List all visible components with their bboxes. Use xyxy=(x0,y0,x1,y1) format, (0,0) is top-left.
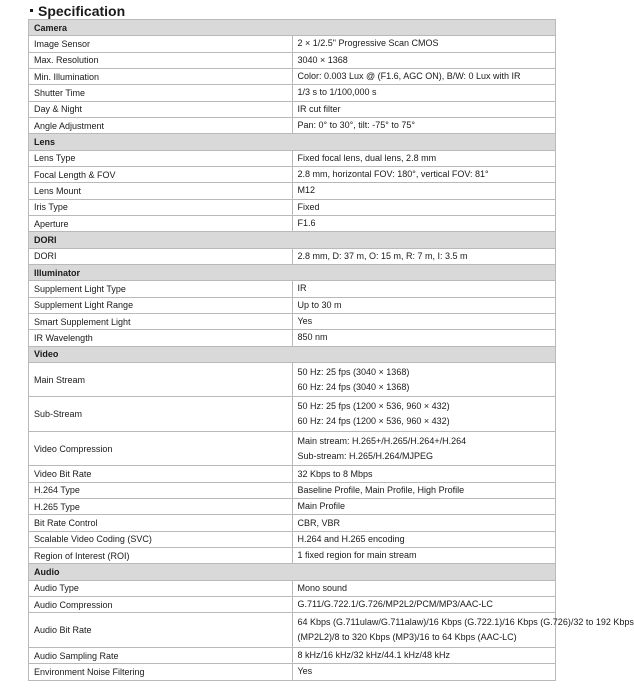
section-title: Lens xyxy=(29,134,556,150)
spec-value-line: Color: 0.003 Lux @ (F1.6, AGC ON), B/W: 0 Lux with IR xyxy=(297,71,521,82)
spec-label: Aperture xyxy=(29,215,293,231)
spec-label: Focal Length & FOV xyxy=(29,166,293,182)
spec-row-h-264-type xyxy=(29,482,556,498)
spec-row-ir-wavelength xyxy=(29,330,556,346)
spec-row-sub-stream xyxy=(29,397,556,432)
spec-label: Max. Resolution xyxy=(29,52,293,68)
spec-row-scalable-video-coding-svc xyxy=(29,531,556,547)
spec-value xyxy=(292,313,556,329)
spec-label: Supplement Light Range xyxy=(29,297,293,313)
spec-row-audio-type xyxy=(29,580,556,596)
section-title: DORI xyxy=(29,232,556,248)
spec-value-line: (MP2L2)/8 to 320 Kbps (MP3)/16 to 64 Kbps (AAC-LC) xyxy=(297,632,517,643)
section-header-lens xyxy=(29,134,556,150)
specification-table-body xyxy=(29,20,634,681)
spec-value xyxy=(292,199,556,215)
spec-row-dori xyxy=(29,248,556,264)
spec-label: Audio Sampling Rate xyxy=(29,647,293,663)
section-header-illuminator xyxy=(29,264,556,280)
spec-label: Shutter Time xyxy=(29,85,293,101)
spec-value xyxy=(292,52,556,68)
spec-value xyxy=(292,397,556,432)
spec-value xyxy=(292,431,556,466)
spec-label: Region of Interest (ROI) xyxy=(29,548,293,564)
spec-value-line: 60 Hz: 24 fps (1200 × 536, 960 × 432) xyxy=(297,416,450,427)
spec-label: Iris Type xyxy=(29,199,293,215)
spec-label: Environment Noise Filtering xyxy=(29,664,293,680)
spec-value xyxy=(292,281,556,297)
spec-value-line: 2.8 mm, D: 37 m, O: 15 m, R: 7 m, I: 3.5 m xyxy=(297,250,468,261)
spec-value-line: 50 Hz: 25 fps (1200 × 536, 960 × 432) xyxy=(297,401,450,412)
spec-value-line: 32 Kbps to 8 Mbps xyxy=(297,468,373,479)
spec-row-supplement-light-type xyxy=(29,281,556,297)
spec-row-lens-mount xyxy=(29,183,556,199)
spec-label: Audio Compression xyxy=(29,597,293,613)
section-header-audio xyxy=(29,564,556,580)
spec-label: Smart Supplement Light xyxy=(29,313,293,329)
spec-value-line: 60 Hz: 24 fps (3040 × 1368) xyxy=(297,381,410,392)
spec-label: Bit Rate Control xyxy=(29,515,293,531)
spec-label: Sub-Stream xyxy=(29,397,293,432)
spec-row-supplement-light-range xyxy=(29,297,556,313)
spec-value-line: CBR, VBR xyxy=(297,517,341,528)
spec-row-audio-sampling-rate xyxy=(29,647,556,663)
spec-value-line: Baseline Profile, Main Profile, High Profile xyxy=(297,484,465,495)
spec-value-line: Fixed focal lens, dual lens, 2.8 mm xyxy=(297,152,437,163)
spec-row-angle-adjustment xyxy=(29,117,556,133)
spec-value xyxy=(292,647,556,663)
spec-value-line: Up to 30 m xyxy=(297,299,342,310)
spec-value-line: IR cut filter xyxy=(297,103,341,114)
spec-value xyxy=(292,85,556,101)
spec-row-min-illumination xyxy=(29,68,556,84)
spec-value xyxy=(292,68,556,84)
spec-label: Main Stream xyxy=(29,362,293,397)
spec-label: DORI xyxy=(29,248,293,264)
spec-label: H.265 Type xyxy=(29,499,293,515)
bullet-icon xyxy=(30,9,33,12)
spec-value-line: 8 kHz/16 kHz/32 kHz/44.1 kHz/48 kHz xyxy=(297,650,451,660)
spec-value-line: Yes xyxy=(297,666,313,677)
spec-value xyxy=(292,664,556,680)
spec-value-line: Fixed xyxy=(297,201,320,212)
spec-value xyxy=(292,101,556,117)
spec-value xyxy=(292,166,556,182)
spec-row-h-265-type xyxy=(29,499,556,515)
spec-label: Angle Adjustment xyxy=(29,117,293,133)
spec-row-day-night xyxy=(29,101,556,117)
spec-label: Image Sensor xyxy=(29,36,293,52)
spec-value xyxy=(292,362,556,397)
spec-label: Min. Illumination xyxy=(29,68,293,84)
spec-label: Lens Type xyxy=(29,150,293,166)
spec-row-shutter-time xyxy=(29,85,556,101)
spec-value-line: M12 xyxy=(297,185,316,196)
spec-value-line: Mono sound xyxy=(297,582,348,593)
specification-table xyxy=(28,19,634,681)
spec-value xyxy=(292,297,556,313)
spec-value xyxy=(292,613,634,648)
spec-value-line: G.711/G.722.1/G.726/MP2L2/PCM/MP3/AAC-LC xyxy=(297,599,493,610)
spec-label: Video Compression xyxy=(29,431,293,466)
spec-value-line: 2.8 mm, horizontal FOV: 180°, vertical FOV: 81° xyxy=(297,169,489,180)
spec-value xyxy=(292,515,556,531)
spec-value xyxy=(292,36,556,52)
spec-row-max-resolution xyxy=(29,52,556,68)
section-header-camera xyxy=(29,20,556,36)
spec-value-line: F1.6 xyxy=(297,218,316,229)
page-title xyxy=(30,3,125,20)
spec-row-video-bit-rate xyxy=(29,466,556,482)
spec-value xyxy=(292,330,556,346)
spec-value-line: Yes xyxy=(297,316,313,327)
spec-row-bit-rate-control xyxy=(29,515,556,531)
spec-value-line: 3040 × 1368 xyxy=(297,54,348,65)
spec-row-aperture xyxy=(29,215,556,231)
spec-row-audio-bit-rate xyxy=(29,613,556,648)
section-title: Camera xyxy=(29,20,556,36)
spec-value-line: Sub-stream: H.265/H.264/MJPEG xyxy=(297,450,434,461)
spec-row-video-compression xyxy=(29,431,556,466)
spec-value-line: H.264 and H.265 encoding xyxy=(297,533,405,544)
section-title: Illuminator xyxy=(29,264,556,280)
spec-row-iris-type xyxy=(29,199,556,215)
section-header-dori xyxy=(29,232,556,248)
spec-value xyxy=(292,183,556,199)
spec-value xyxy=(292,580,556,596)
section-header-video xyxy=(29,346,556,362)
spec-value xyxy=(292,248,556,264)
spec-label: Video Bit Rate xyxy=(29,466,293,482)
spec-value-line: 64 Kbps (G.711ulaw/G.711alaw)/16 Kbps (G.722.1)/16 Kbps (G.726)/32 to 192 Kbps xyxy=(297,617,634,628)
spec-label: Lens Mount xyxy=(29,183,293,199)
section-title: Audio xyxy=(29,564,556,580)
spec-row-focal-length-fov xyxy=(29,166,556,182)
spec-label: IR Wavelength xyxy=(29,330,293,346)
spec-value-line: 850 nm xyxy=(297,332,328,343)
spec-value xyxy=(292,150,556,166)
spec-row-main-stream xyxy=(29,362,556,397)
spec-label: H.264 Type xyxy=(29,482,293,498)
spec-value-line: Main stream: H.265+/H.265/H.264+/H.264 xyxy=(297,435,467,446)
spec-label: Audio Type xyxy=(29,580,293,596)
spec-value-line: 1/3 s to 1/100,000 s xyxy=(297,87,377,98)
spec-value xyxy=(292,499,556,515)
spec-value xyxy=(292,482,556,498)
spec-value xyxy=(292,215,556,231)
spec-row-image-sensor xyxy=(29,36,556,52)
spec-value xyxy=(292,597,556,613)
spec-value-line: Pan: 0° to 30°, tilt: -75° to 75° xyxy=(297,120,415,131)
spec-row-smart-supplement-light xyxy=(29,313,556,329)
page-title-text: Specification xyxy=(38,3,126,19)
spec-value xyxy=(292,466,556,482)
spec-row-environment-noise-filtering xyxy=(29,664,556,680)
spec-row-region-of-interest-roi xyxy=(29,548,556,564)
spec-label: Day & Night xyxy=(29,101,293,117)
spec-label: Supplement Light Type xyxy=(29,281,293,297)
spec-value-line: 2 × 1/2.5" Progressive Scan CMOS xyxy=(297,38,439,49)
spec-value-line: 1 fixed region for main stream xyxy=(297,550,417,561)
spec-value-line: Main Profile xyxy=(297,501,346,512)
spec-row-lens-type xyxy=(29,150,556,166)
spec-value-line: 50 Hz: 25 fps (3040 × 1368) xyxy=(297,366,410,377)
spec-value xyxy=(292,531,556,547)
spec-row-audio-compression xyxy=(29,597,556,613)
spec-value xyxy=(292,548,556,564)
spec-label: Scalable Video Coding (SVC) xyxy=(29,531,293,547)
spec-label: Audio Bit Rate xyxy=(29,613,293,648)
spec-value-line: IR xyxy=(297,283,307,294)
spec-value xyxy=(292,117,556,133)
section-title: Video xyxy=(29,346,556,362)
